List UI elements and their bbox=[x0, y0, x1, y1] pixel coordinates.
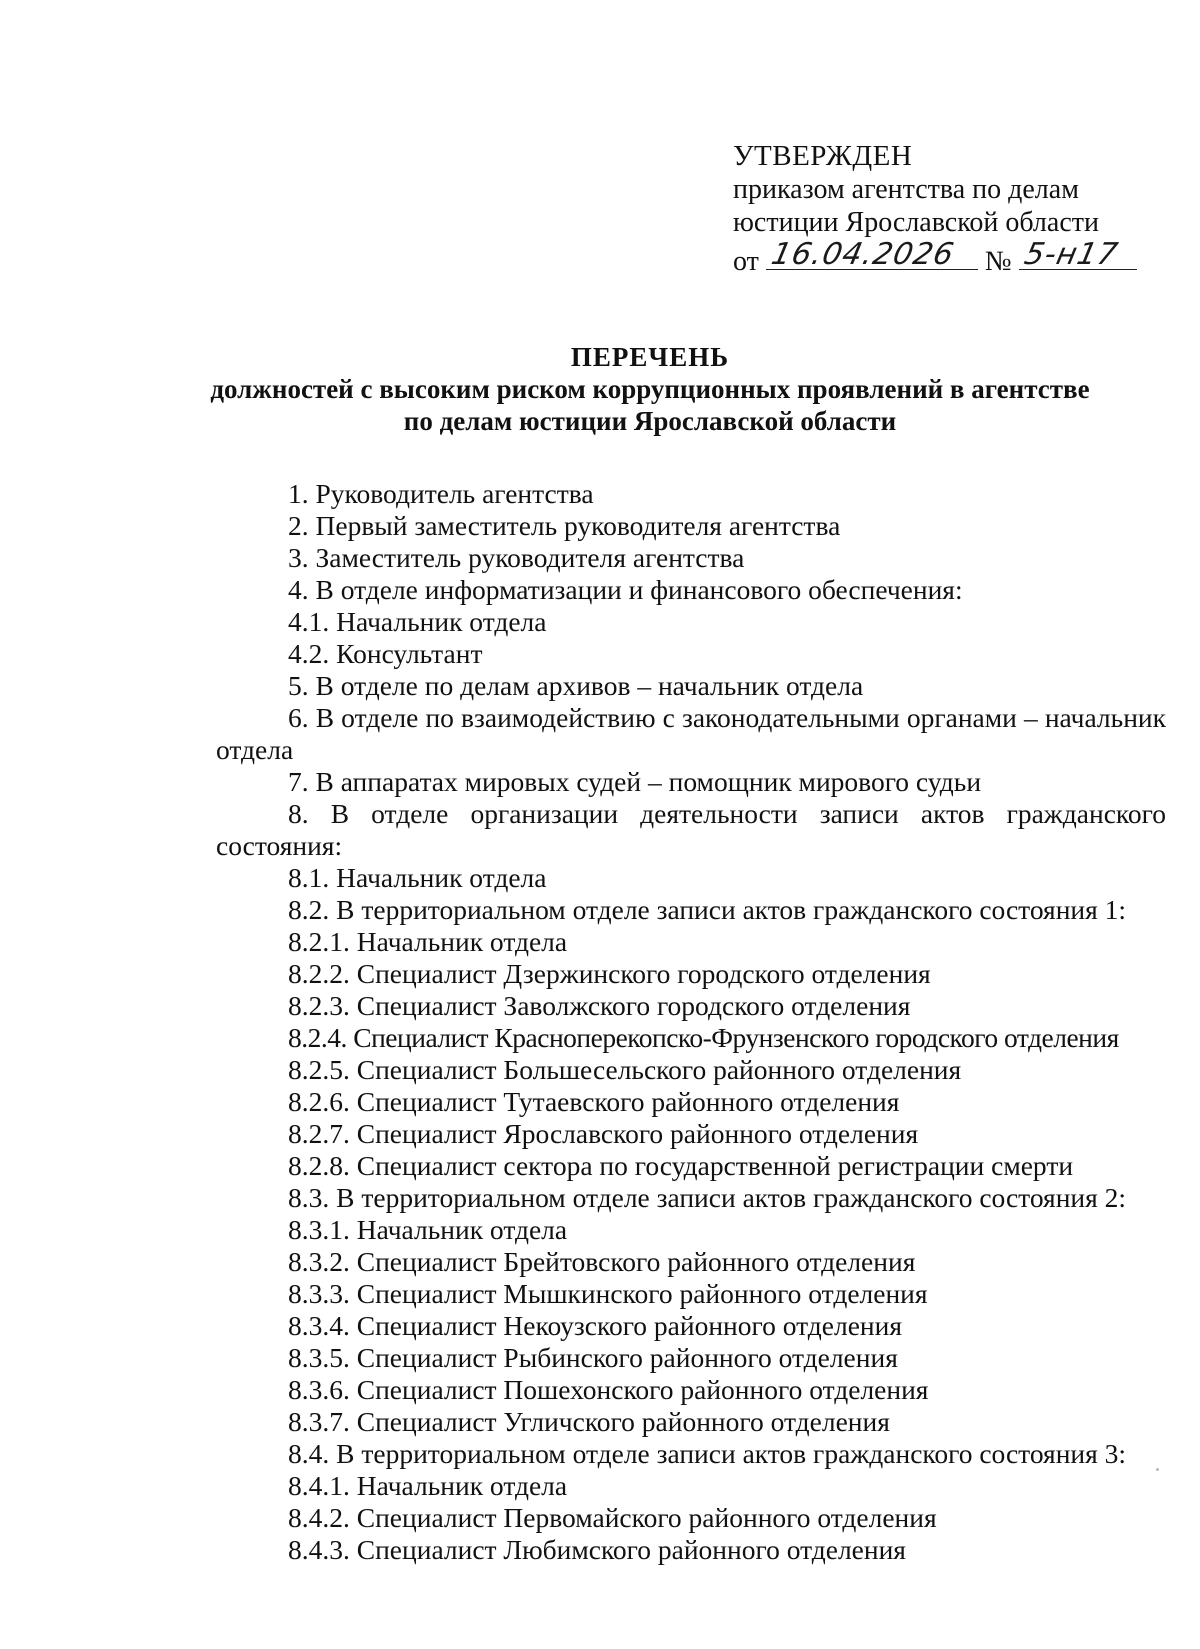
list-item: 8.2.1. Начальник отдела bbox=[288, 926, 568, 957]
list-item: 8.4.3. Специалист Любимского районного отделения bbox=[288, 1534, 906, 1565]
list-item: 8.3.5. Специалист Рыбинского районного отделения bbox=[288, 1342, 898, 1373]
handwritten-number: 5-н17 bbox=[1020, 237, 1122, 272]
list-item: 8.2.5. Специалист Большесельского районного отделения bbox=[288, 1054, 962, 1085]
list-item: 8.1. Начальник отдела bbox=[288, 862, 547, 893]
list-item: 7. В аппаратах мировых судей – помощник мирового судьи bbox=[288, 766, 982, 797]
list-item: 8.3.6. Специалист Пошехонского районного отделения bbox=[288, 1374, 929, 1405]
list-item: 8. В отделе организации деятельности записи актов гражданского состояния: bbox=[216, 798, 1166, 861]
list-item: 8.3.2. Специалист Брейтовского районного отделения bbox=[288, 1246, 916, 1277]
list-item: 8.4. В территориальном отделе записи актов гражданского состояния 3: bbox=[288, 1438, 1127, 1469]
list-item: 8.2. В территориальном отделе записи актов гражданского состояния 1: bbox=[288, 894, 1127, 925]
list-item: 8.2.2. Специалист Дзержинского городского отделения bbox=[288, 958, 931, 989]
document-title bbox=[150, 341, 1150, 437]
list-item: 8.4.1. Начальник отдела bbox=[288, 1470, 568, 1501]
title-subtitle-line-2: по делам юстиции Ярославской области bbox=[403, 406, 897, 436]
positions-list bbox=[216, 478, 1166, 1566]
list-item: 1. Руководитель агентства bbox=[288, 478, 594, 509]
list-item: 8.2.4. Специалист Красноперекопско-Фрунзенского городского отделения bbox=[288, 1022, 1119, 1053]
title-main: ПЕРЕЧЕНЬ bbox=[570, 342, 730, 372]
scan-speck bbox=[1156, 1468, 1159, 1471]
list-item: 8.2.7. Специалист Ярославского районного отделения bbox=[288, 1118, 919, 1149]
approval-heading: УТВЕРЖДЕН bbox=[733, 140, 913, 172]
list-item: 4. В отделе информатизации и финансового обеспечения: bbox=[288, 574, 963, 605]
handwritten-date: 16.04.2026 bbox=[768, 237, 958, 272]
approval-date-line bbox=[733, 239, 1173, 279]
list-item: 2. Первый заместитель руководителя агентства bbox=[288, 510, 841, 541]
list-item: 8.4.2. Специалист Первомайского районного отделения bbox=[288, 1502, 937, 1533]
date-prefix: от bbox=[733, 246, 759, 277]
list-item: 8.3.1. Начальник отдела bbox=[288, 1214, 568, 1245]
list-item: 8.3.7. Специалист Угличского районного отделения bbox=[288, 1406, 890, 1437]
list-item: 8.3.3. Специалист Мышкинского районного отделения bbox=[288, 1278, 928, 1309]
number-prefix: № bbox=[984, 246, 1012, 277]
approval-line-2: юстиции Ярославской области bbox=[733, 207, 1099, 238]
list-item: 8.2.8. Специалист сектора по государственной регистрации смерти bbox=[288, 1150, 1074, 1181]
list-item: 8.3. В территориальном отделе записи актов гражданского состояния 2: bbox=[288, 1182, 1127, 1213]
list-item: 8.2.6. Специалист Тутаевского районного отделения bbox=[288, 1086, 900, 1117]
list-item: 4.2. Консультант bbox=[288, 638, 483, 669]
list-item: 4.1. Начальник отдела bbox=[288, 606, 547, 637]
list-item: 6. В отделе по взаимодействию с законодательными органами – начальник отдела bbox=[216, 702, 1166, 765]
list-item: 8.2.3. Специалист Заволжского городского отделения bbox=[288, 990, 911, 1021]
list-item: 8.3.4. Специалист Некоузского районного отделения bbox=[288, 1310, 902, 1341]
list-item: 3. Заместитель руководителя агентства bbox=[288, 542, 745, 573]
title-subtitle-line-1: должностей с высоким риском коррупционных проявлений в агентстве bbox=[210, 374, 1090, 404]
number-field bbox=[1019, 239, 1137, 270]
date-field bbox=[766, 239, 978, 270]
approval-line-1: приказом агентства по делам bbox=[733, 174, 1079, 205]
approval-stamp bbox=[733, 140, 1173, 279]
list-item: 5. В отделе по делам архивов – начальник отдела bbox=[288, 670, 864, 701]
